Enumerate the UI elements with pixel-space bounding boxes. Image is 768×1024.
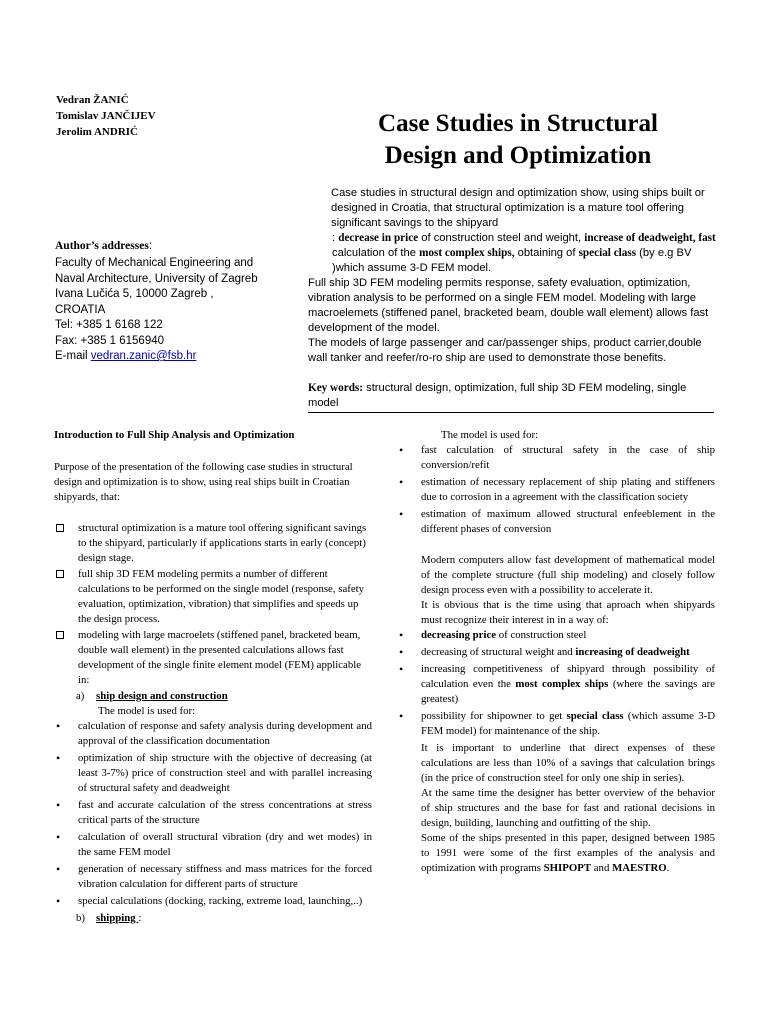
list-item <box>397 475 715 505</box>
list-item-text: calculation of response and safety analysis during development and approval of the classification documentation <box>78 720 372 747</box>
left-column <box>54 428 372 926</box>
bullet-icon: • <box>399 475 404 489</box>
keywords <box>308 381 716 411</box>
body-paragraph: It is important to underline that direct expenses of these calculations are less than 10% of a savings that calculation brings (in the price of construction steel for only one ship in series). <box>421 742 715 784</box>
list-item-text: special calculations (docking, racking, extreme load, launching,..) <box>78 895 363 907</box>
address-line: Tel: +385 1 6168 122 <box>55 319 163 331</box>
bullet-icon: • <box>56 894 61 908</box>
address-block <box>55 256 258 365</box>
list-item <box>397 443 715 473</box>
address-line: Fax: +385 1 6156940 <box>55 334 165 347</box>
list-item-text: (where the savings are greatest) <box>421 678 715 705</box>
paper-title <box>318 108 718 172</box>
list-item <box>397 645 715 660</box>
abstract-bold: most complex ships, <box>419 247 515 259</box>
subsection-b <box>54 911 372 926</box>
subsection-a <box>54 689 372 704</box>
subsection-title: shipping <box>96 912 139 924</box>
bullet-list <box>397 443 715 537</box>
bullet-list <box>54 719 372 909</box>
abstract-text: (by e.g BV )which assume 3-D FEM model. <box>332 247 692 274</box>
title-line: Case Studies in Structural <box>378 110 658 137</box>
divider <box>308 412 714 413</box>
bullet-icon: • <box>56 830 61 844</box>
list-item-text: (which assume 3-D FEM model) for maintenance of the ship. <box>421 710 715 737</box>
program-name: MAESTRO <box>612 862 667 874</box>
right-column <box>397 428 715 876</box>
address-line: Naval Architecture, University of Zagreb <box>55 272 258 285</box>
paragraph-text: . <box>666 862 670 874</box>
address-line: Faculty of Mechanical Engineering and <box>55 257 254 269</box>
list-item-text: fast and accurate calculation of the stress concentrations at stress critical parts of the structure <box>78 799 372 826</box>
abstract-bold: special class <box>578 247 637 259</box>
bullet-list <box>397 628 715 739</box>
subsection-colon: : <box>138 912 142 924</box>
used-for-text: The model is used for: <box>441 429 539 441</box>
bullet-icon: • <box>399 645 404 659</box>
list-item-text: decreasing of structural weight and <box>421 646 576 658</box>
abstract-text: obtaining of <box>514 247 579 259</box>
abstract-text: : <box>332 232 339 244</box>
list-item-bold: increasing of deadweight <box>575 646 690 658</box>
abstract-paragraph: The models of large passenger and car/passenger ships, product carrier,double wall tanker and reefer/ro-ro ship are used to demonstrate those benefits. <box>308 337 702 364</box>
author-name: Vedran ŽANIĆ <box>56 94 129 106</box>
list-item-text: modeling with large macroelets (stiffened panel, bracketed beam, double wall element) in the presented calculations allows fast development of the single finite element model (FEM) applicable in: <box>78 629 362 686</box>
bullet-icon: • <box>56 751 61 765</box>
list-item <box>54 798 372 828</box>
abstract-paragraph: Case studies in structural design and optimization show, using ships built or designed in Croatia, that structural optimization is a mature tool offering significant savings to the shipyard <box>331 187 705 229</box>
abstract <box>308 186 716 366</box>
abstract-text: of construction steel and weight, <box>418 232 585 244</box>
list-item-bold: decreasing price <box>421 629 497 641</box>
bullet-icon: • <box>56 862 61 876</box>
abstract-bold: increase of deadweight, fast <box>584 232 716 244</box>
list-item <box>54 894 372 909</box>
email-link[interactable]: vedran.zanic@fsb.hr <box>90 350 197 362</box>
email-label: E-mail <box>55 350 91 362</box>
list-item-text: calculation of overall structural vibration (dry and wet modes) in the same FEM model <box>78 831 372 858</box>
list-item-text: estimation of necessary replacement of ship plating and stiffeners due to corrosion in a agreement with the classification society <box>421 476 715 503</box>
checkbox-bullet-icon <box>56 524 64 532</box>
address-line: Ivana Lučića 5, 10000 Zagreb , <box>55 288 214 300</box>
list-item <box>54 862 372 892</box>
list-item <box>54 751 372 796</box>
list-item <box>54 719 372 749</box>
list-item-text: optimization of ship structure with the objective of decreasing (at least 3-7%) price of construction steel and with parallel increasing of structural safety and deadweight <box>78 752 372 794</box>
abstract-paragraph: Full ship 3D FEM modeling permits response, safety evaluation, optimization, vibration analysis to be performed on a single FEM model. Modeling with large macroelemets (stiffened panel, bracketed beam, double wall element) allows fast development of the model. <box>308 277 709 334</box>
list-item-text: generation of necessary stiffness and mass matrices for the forced vibration calculation for different parts of structure <box>78 863 372 890</box>
bullet-icon: • <box>399 628 404 642</box>
address-heading-label: Author’s addresses <box>55 240 149 252</box>
bullet-icon: • <box>56 798 61 812</box>
list-item <box>54 830 372 860</box>
section-heading: Introduction to Full Ship Analysis and Optimization <box>54 429 295 441</box>
abstract-bold: decrease in price <box>338 232 419 244</box>
bullet-icon: • <box>399 443 404 457</box>
intro-paragraph: Purpose of the presentation of the following case studies in structural design and optimization is to show, using real ships built in Croatian shipyards, that: <box>54 461 353 503</box>
paragraph-text: and <box>591 862 613 874</box>
abstract-text: calculation of the <box>332 247 420 259</box>
subsection-title: ship design and construction <box>96 690 228 702</box>
bullet-icon: • <box>56 719 61 733</box>
program-name: SHIPOPT <box>543 862 592 874</box>
body-paragraph <box>397 831 715 876</box>
list-item-text: structural optimization is a mature tool offering significant savings to the shipyard, particularly if applications starts in early (concept) design stage. <box>78 522 367 564</box>
body-paragraph: It is obvious that is the time using that aproach when shipyards must recognize their interest in in a way of: <box>421 599 715 626</box>
list-item-bold: special class <box>566 710 624 722</box>
keywords-label: Key words: <box>308 382 363 394</box>
checkbox-bullet-icon <box>56 631 64 639</box>
list-item <box>54 521 372 566</box>
keywords-text: structural design, optimization, full ship 3D FEM modeling, single model <box>308 382 687 409</box>
address-line: CROATIA <box>55 303 106 316</box>
body-paragraph: Modern computers allow fast development of mathematical model of the complete structure (full ship modeling) and closely follow design process even with a possibility to accelerate it. <box>421 554 715 596</box>
used-for-text: The model is used for: <box>98 705 196 717</box>
checkbox-bullet-icon <box>56 570 64 578</box>
list-item <box>397 507 715 537</box>
subsection-label: b) <box>76 912 85 924</box>
address-heading <box>55 240 152 252</box>
list-item-bold: most complex ships <box>515 678 609 690</box>
abstract-paragraph <box>308 231 716 276</box>
list-item <box>397 662 715 707</box>
author-name: Jerolim ANDRIĆ <box>56 126 138 138</box>
list-item-text: increasing competitiveness of shipyard through possibility of calculation even the <box>421 663 715 690</box>
list-item-text: full ship 3D FEM modeling permits a number of different calculations to be performed on the single model (response, safety evaluation, optimization, vibration) that simplifies and speeds up the design process. <box>78 568 365 625</box>
paragraph-text: Some of the ships presented in this paper, designed between 1985 to 1991 were some of the first examples of the analysis and optimization with programs <box>421 832 715 874</box>
list-item <box>397 628 715 643</box>
address-email-line <box>55 349 258 365</box>
author-list <box>56 92 156 140</box>
title-line: Design and Optimization <box>384 142 652 169</box>
bullet-icon: • <box>399 709 404 723</box>
subsection-label: a) <box>76 690 85 702</box>
body-paragraph: At the same time the designer has better overview of the behavior of ship structures and the base for fast and rational decisions in design, building, launching and outfitting of the ship. <box>421 787 715 829</box>
list-item <box>54 628 372 688</box>
author-name: Tomislav JANČIJEV <box>56 110 156 122</box>
list-item-text: estimation of maximum allowed structural enfeeblement in the different phases of conversion <box>421 508 715 535</box>
bullet-icon: • <box>399 507 404 521</box>
address-heading-colon: : <box>148 240 153 252</box>
list-item-text: fast calculation of structural safety in the case of ship conversion/refit <box>421 444 715 471</box>
list-item <box>397 709 715 739</box>
list-item-text: possibility for shipowner to get <box>421 710 567 722</box>
bullet-icon: • <box>399 662 404 676</box>
list-item <box>54 567 372 627</box>
list-item-text: of construction steel <box>496 629 587 641</box>
box-list <box>54 521 372 688</box>
